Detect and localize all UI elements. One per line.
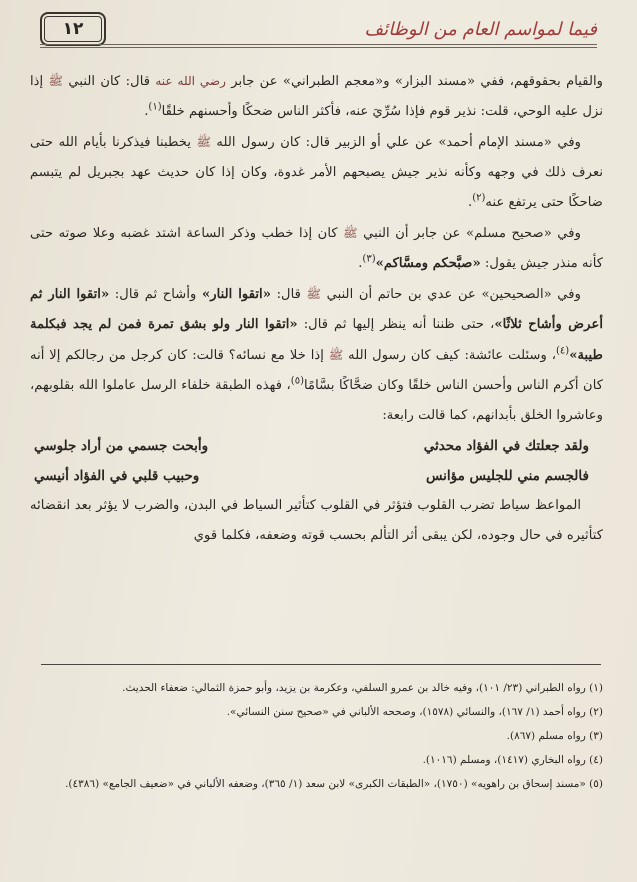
salutation-symbol: ﷺ bbox=[48, 74, 64, 88]
p4-quote-3: «اتقوا النار ولو بشق تمرة فمن لم يجد فبكلمة طيبة» bbox=[30, 317, 603, 363]
p1-text-b: قال: كان النبي bbox=[68, 74, 151, 89]
paragraph-1: والقيام بحقوقهم، ففي «مسند البزار» و«معجم الطبراني» عن جابر رضي الله عنه قال: كان النبي ﷺ إذا نزل عليه الوحي، قلت: نذير قوم فإذا سُرِّيَ عنه، فأكثر الناس ضحكًا وأحسنهم خلقًا$^{(١)}$. bbox=[30, 74, 603, 119]
footnote: (٤) رواه البخاري (١٤١٧)، ومسلم (١٠١٦). bbox=[422, 754, 603, 766]
page-number-box: ١٢ bbox=[40, 12, 106, 46]
p3-text-b: كان إذا خطب وذكر الساعة اشتد غضبه وعلا صوته حتى كأنه منذر جيش يقول: bbox=[30, 226, 603, 271]
radiya-symbol: رضي الله عنه bbox=[155, 74, 226, 88]
salutation-symbol: ﷺ bbox=[196, 135, 211, 149]
footnote-rule bbox=[41, 664, 601, 665]
footnote-marker: (٤) bbox=[556, 345, 570, 357]
p4-text-e: ، وسئلت عائشة: كيف كان رسول الله bbox=[348, 348, 557, 363]
p1-text-a: والقيام بحقوقهم، ففي «مسند البزار» و«معجم الطبراني» عن جابر bbox=[231, 74, 603, 89]
footnote-marker: (٥) bbox=[290, 375, 304, 387]
paragraph-5: المواعظ سياط تضرب القلوب فتؤثر في القلوب كتأثير السياط في البدن، والضرب لا يؤثر بعد انقضائه كتأثيره في حال وجوده، لكن يبقى أثر التألم بحسب قوته وضعفه، فكلما قوي bbox=[30, 498, 603, 543]
poem-hemistich: وأبحت جسمي من أراد جلوسي bbox=[34, 438, 209, 454]
p4-text-b: قال: bbox=[276, 287, 301, 302]
main-text bbox=[30, 66, 603, 551]
header-rule bbox=[40, 44, 597, 48]
footnotes bbox=[30, 676, 603, 796]
footnote: (٢) رواه أحمد (١/ ١٦٧)، والنسائي (١٥٧٨)، وصححه الألباني في «صحيح سنن النسائي». bbox=[226, 706, 603, 718]
p4-quote-2: «اتقوا النار ثم أعرض وأشاح ثلاثًا» bbox=[30, 287, 603, 332]
p2-text-a: وفي «مسند الإمام أحمد» عن علي أو الزبير قال: كان رسول الله bbox=[216, 135, 581, 150]
p3-quote: «صبَّحكم ومسَّاكم» bbox=[375, 256, 481, 271]
p4-text-c: وأشاح ثم قال: bbox=[114, 287, 197, 302]
footnote: (٣) رواه مسلم (٨٦٧). bbox=[506, 730, 603, 742]
p2-text-b: يخطبنا فيذكرنا بأيام الله حتى نعرف ذلك في وجهه وكأنه نذير جيش يصبحهم الأمر غدوة، وكان إذا كان حديث عهد بجبريل لم يتبسم ضاحكًا حتى يرتفع عنه bbox=[30, 135, 603, 210]
running-title: فيما لمواسم العام من الوظائف bbox=[364, 18, 597, 40]
footnote: (١) رواه الطبراني (٢٣/ ١٠١)، وفيه خالد بن عمرو السلفي، وعكرمة بن يزيد، وأبو حمزة الثمالي: ضعفاء الحديث. bbox=[122, 682, 603, 694]
footnote-marker: (٢) bbox=[472, 192, 486, 204]
p4-quote-1: «اتقوا النار» bbox=[201, 287, 271, 302]
poem-hemistich: ولقد جعلتك في الفؤاد محدثي bbox=[423, 438, 589, 454]
paragraph-2: وفي «مسند الإمام أحمد» عن علي أو الزبير قال: كان رسول الله ﷺ يخطبنا فيذكرنا بأيام الله حتى نعرف ذلك في وجهه وكأنه نذير جيش يصبحهم الأمر غدوة، وكان إذا كان حديث عهد بجبريل لم يتبسم ضاحكًا حتى يرتفع عنه$^{(٢)}$. bbox=[30, 135, 603, 210]
salutation-symbol: ﷺ bbox=[306, 287, 322, 301]
p4-text-d: ، حتى ظننا أنه ينظر إليها ثم قال: bbox=[303, 317, 495, 332]
page-header bbox=[40, 10, 597, 48]
footnote-marker: (٣) bbox=[362, 253, 376, 265]
poem-line-2 bbox=[30, 461, 603, 491]
p4-text-f: إذا خلا مع نسائه؟ قالت: كان كرجل من رجالكم إلا أنه كان أكرم الناس وأحسن الناس خلقًا وكان ضحَّاكًا بسَّامًا bbox=[30, 348, 603, 393]
poem-hemistich: فالجسم مني للجليس مؤانس bbox=[425, 468, 589, 484]
paragraph-3: وفي «صحيح مسلم» عن جابر أن النبي ﷺ كان إذا خطب وذكر الساعة اشتد غضبه وعلا صوته حتى كأنه منذر جيش يقول: «صبَّحكم ومسَّاكم»$^{(٣)}$. bbox=[30, 226, 603, 271]
footnote-marker: (١) bbox=[148, 101, 162, 113]
paragraph-4 bbox=[30, 279, 603, 431]
p4-text-g: ، فهذه الطبقة خلفاء الرسل عاملوا الله بقلوبهم، وعاشروا الخلق بأبدانهم، كما قالت رابعة: bbox=[30, 378, 603, 423]
p3-text-a: وفي «صحيح مسلم» عن جابر أن النبي bbox=[363, 226, 581, 241]
salutation-symbol: ﷺ bbox=[328, 348, 344, 362]
p1-text-c: إذا نزل عليه الوحي، قلت: نذير قوم فإذا سُرِّيَ عنه، فأكثر الناس ضحكًا وأحسنهم خلقًا bbox=[30, 74, 603, 119]
footnote: (٥) «مسند إسحاق بن راهويه» (١٧٥٠)، «الطبقات الكبرى» لابن سعد (١/ ٣٦٥)، وضعفه الألباني في «ضعيف الجامع» (٤٣٨٦). bbox=[65, 778, 603, 790]
p4-text-a: وفي «الصحيحين» عن عدي بن حاتم أن النبي bbox=[326, 287, 581, 302]
salutation-symbol: ﷺ bbox=[343, 226, 358, 240]
poem-line-1 bbox=[30, 431, 603, 461]
poem-hemistich: وحبيب قلبي في الفؤاد أنيسي bbox=[34, 468, 200, 484]
